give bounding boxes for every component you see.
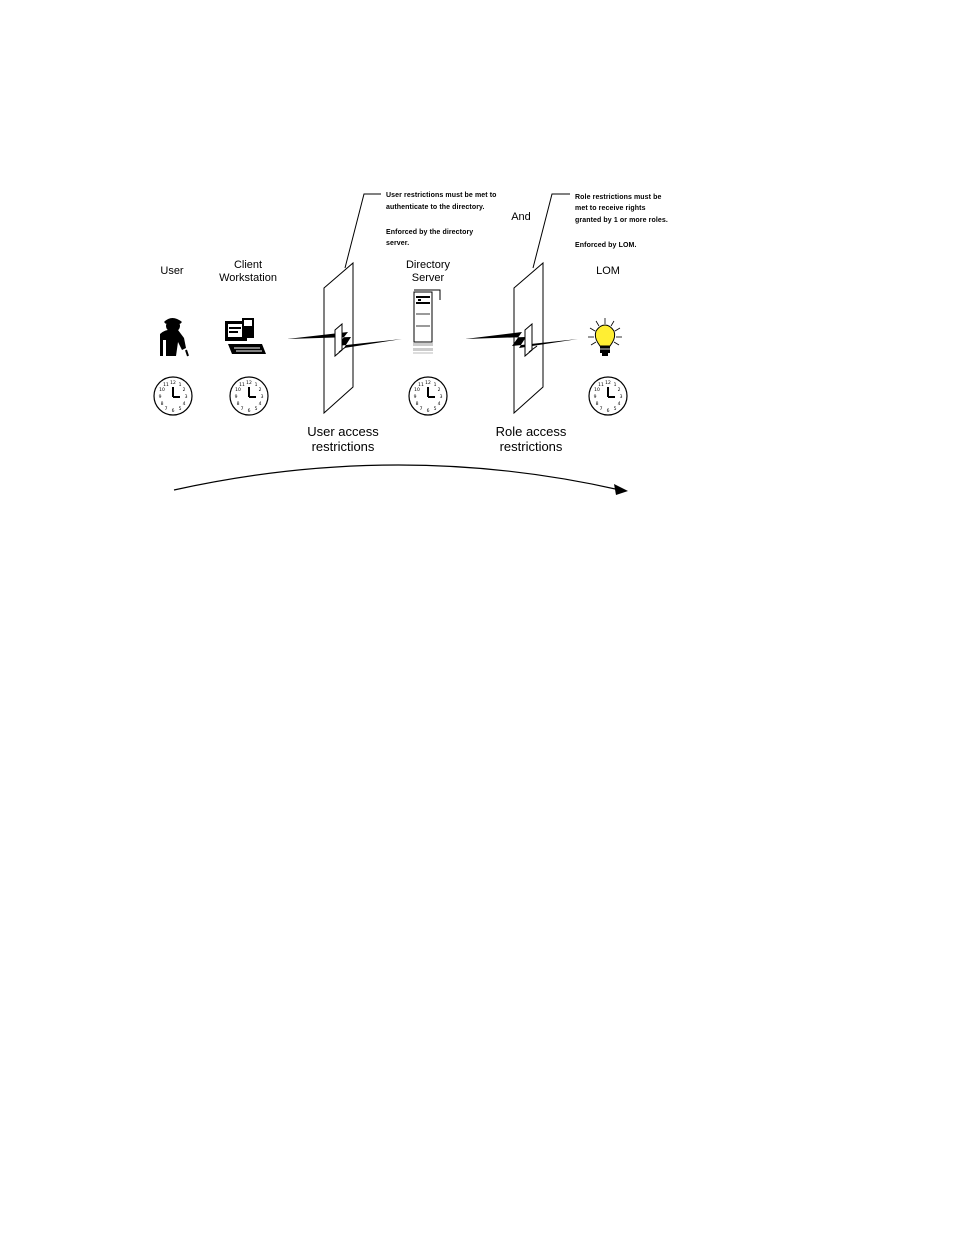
- svg-text:8: 8: [595, 402, 599, 407]
- clock-icon: [154, 377, 192, 415]
- connection-bolt-1: [287, 332, 402, 348]
- svg-text:5: 5: [433, 407, 437, 412]
- user-access-caption-line2: restrictions: [311, 439, 375, 454]
- svg-text:8: 8: [415, 402, 419, 407]
- user-note-line4: server.: [386, 240, 410, 247]
- directory-label-line2: Server: [411, 272, 445, 284]
- svg-text:9: 9: [413, 395, 417, 400]
- svg-text:11: 11: [598, 383, 604, 388]
- svg-text:10: 10: [594, 388, 600, 393]
- svg-text:3: 3: [439, 395, 443, 400]
- svg-text:1: 1: [433, 383, 437, 388]
- svg-text:5: 5: [613, 407, 617, 412]
- svg-text:9: 9: [234, 395, 238, 400]
- svg-text:6: 6: [606, 409, 610, 414]
- user-access-caption-line1: User access: [307, 424, 379, 439]
- server-icon: [413, 290, 440, 354]
- client-label-line2: Workstation: [219, 272, 277, 284]
- svg-text:1: 1: [613, 383, 617, 388]
- svg-text:5: 5: [178, 407, 182, 412]
- role-access-restrictions-caption: [480, 424, 582, 454]
- role-note-line3: granted by 1 or more roles.: [575, 217, 668, 224]
- user-note-line1: User restrictions must be met to: [386, 192, 497, 199]
- svg-text:11: 11: [163, 383, 169, 388]
- role-note-line2: met to receive rights: [575, 205, 646, 212]
- svg-text:10: 10: [235, 388, 241, 393]
- role-access-caption-line1: Role access: [495, 424, 567, 439]
- client-workstation-label: [210, 259, 286, 285]
- lom-label: LOM: [596, 265, 620, 277]
- svg-text:12: 12: [170, 381, 176, 386]
- svg-text:6: 6: [247, 409, 251, 414]
- client-label-line1: Client: [233, 259, 263, 271]
- connection-bolt-2: [465, 332, 578, 348]
- user-figure-icon: [160, 318, 188, 356]
- user-note-line3: Enforced by the directory: [386, 229, 474, 236]
- svg-text:4: 4: [617, 402, 621, 407]
- svg-text:12: 12: [425, 381, 431, 386]
- role-note-line4: Enforced by LOM.: [575, 242, 637, 249]
- svg-text:2: 2: [617, 388, 621, 393]
- svg-text:9: 9: [593, 395, 597, 400]
- user-note-line2: authenticate to the directory.: [386, 204, 485, 211]
- svg-text:9: 9: [158, 395, 162, 400]
- role-note-leader: [533, 194, 570, 268]
- svg-text:10: 10: [159, 388, 165, 393]
- svg-text:5: 5: [254, 407, 258, 412]
- svg-text:4: 4: [182, 402, 186, 407]
- role-access-caption-line2: restrictions: [499, 439, 563, 454]
- svg-text:6: 6: [426, 409, 430, 414]
- workstation-icon: [225, 318, 266, 354]
- svg-text:11: 11: [239, 383, 245, 388]
- svg-text:12: 12: [605, 381, 611, 386]
- flow-arc: [174, 465, 620, 490]
- flow-arrowhead-icon: [614, 484, 628, 495]
- svg-text:12: 12: [246, 381, 252, 386]
- user-note-leader: [345, 194, 381, 268]
- svg-text:4: 4: [437, 402, 441, 407]
- svg-text:7: 7: [240, 407, 244, 412]
- svg-text:3: 3: [619, 395, 623, 400]
- role-note-line1: Role restrictions must be: [575, 194, 662, 201]
- svg-text:2: 2: [258, 388, 262, 393]
- user-access-restrictions-caption: [292, 424, 394, 454]
- svg-text:2: 2: [437, 388, 441, 393]
- svg-text:7: 7: [164, 407, 168, 412]
- svg-text:2: 2: [182, 388, 186, 393]
- directory-server-label: [392, 259, 464, 285]
- svg-text:1: 1: [254, 383, 258, 388]
- svg-text:8: 8: [236, 402, 240, 407]
- svg-text:7: 7: [599, 407, 603, 412]
- clock-icon: [409, 377, 447, 415]
- svg-text:10: 10: [414, 388, 420, 393]
- directory-label-line1: Directory: [405, 259, 450, 271]
- user-label: User: [160, 265, 184, 277]
- clock-icon: [230, 377, 268, 415]
- svg-text:3: 3: [260, 395, 264, 400]
- svg-text:8: 8: [160, 402, 164, 407]
- svg-text:3: 3: [184, 395, 188, 400]
- clock-icon: [589, 377, 627, 415]
- lightbulb-icon: [588, 318, 622, 356]
- svg-text:4: 4: [258, 402, 262, 407]
- svg-text:1: 1: [178, 383, 182, 388]
- svg-text:7: 7: [419, 407, 423, 412]
- svg-text:6: 6: [171, 409, 175, 414]
- svg-text:11: 11: [418, 383, 424, 388]
- and-connector-label: And: [511, 211, 531, 223]
